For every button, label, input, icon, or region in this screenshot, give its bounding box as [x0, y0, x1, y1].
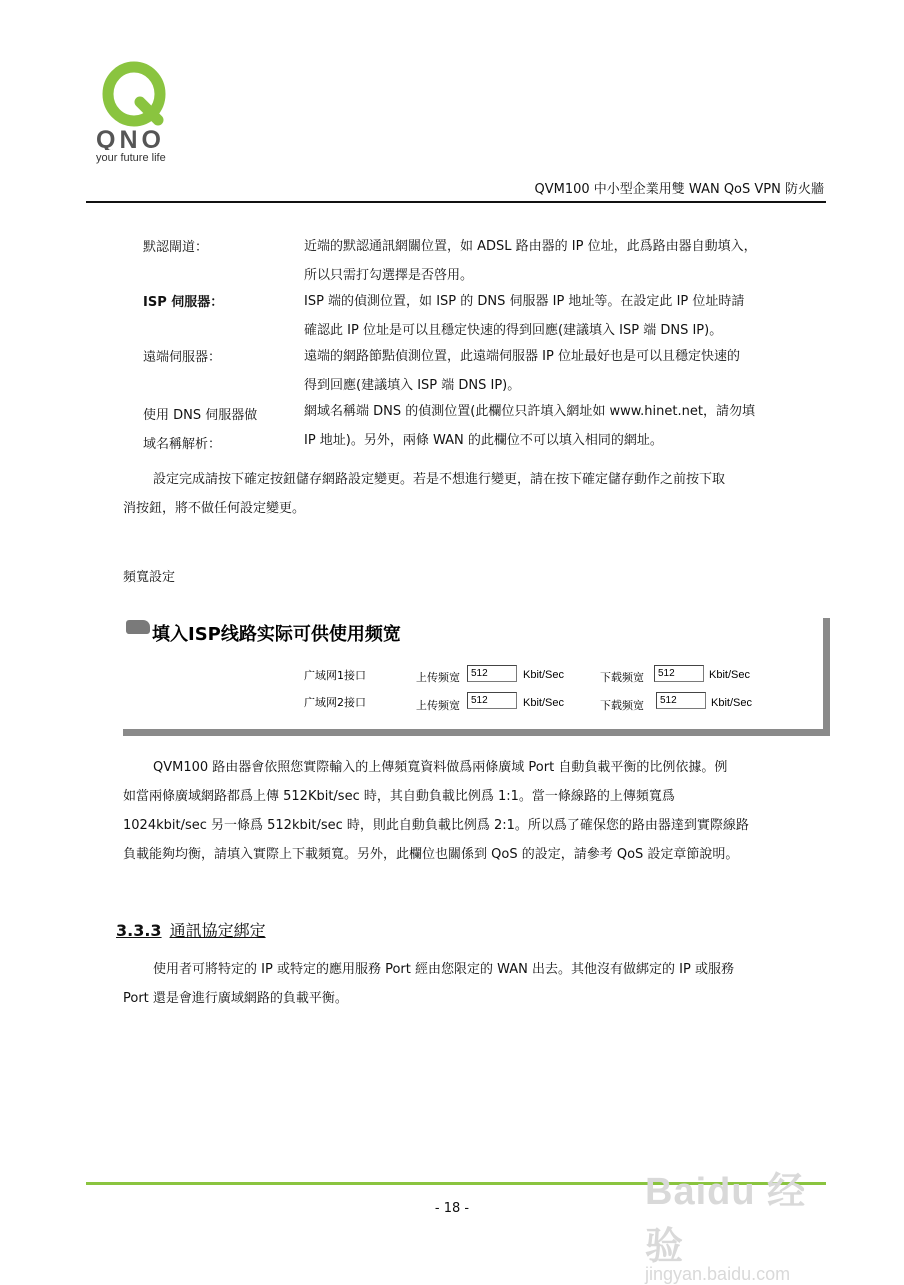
definition-line: 所以只需打勾選擇是否啓用。 [304, 268, 474, 283]
wan1-upload-input[interactable] [467, 665, 517, 682]
definition-term-line: 使用 DNS 伺服器做 [143, 408, 258, 423]
definition-line: 遠端的網路節點偵測位置，此遠端伺服器 IP 位址最好也是可以且穩定快速的 [304, 349, 740, 364]
paragraph-line: 設定完成請按下確定按鈕儲存網路設定變更。若是不想進行變更，請在按下確定儲存動作之前按下取 [153, 472, 726, 487]
definition-body-isp-server [304, 287, 824, 345]
section-paragraph [123, 955, 823, 1013]
bandwidth-section-label: 頻寬設定 [123, 570, 176, 585]
paragraph-line: 使用者可將特定的 IP 或特定的應用服務 Port 經由您限定的 WAN 出去。其他沒有做綁定的 IP 或服務 [153, 962, 734, 977]
watermark-sub: jingyan.baidu.com [645, 1264, 791, 1284]
wan2-upload-input[interactable] [467, 692, 517, 709]
paragraph-line: Port 還是會進行廣域網路的負載平衡。 [123, 991, 348, 1006]
wan1-download-input[interactable] [654, 665, 704, 682]
definition-body-dns-resolution [304, 397, 824, 455]
definition-body-remote-server [304, 342, 824, 400]
section-number: 3.3.3 [116, 921, 162, 940]
paragraph-line: 負載能夠均衡，請填入實際上下載頻寬。另外，此欄位也關係到 QoS 的設定，請參考 QoS 設定章節說明。 [123, 847, 739, 862]
definition-line: 近端的默認通訊網關位置，如 ADSL 路由器的 IP 位址，此爲路由器自動填入， [304, 239, 757, 254]
logo-tagline: your future life [96, 152, 166, 164]
bandwidth-paragraph [123, 753, 823, 869]
paragraph-line: 消按鈕，將不做任何設定變更。 [123, 501, 306, 516]
panel-title: 填入ISP线路实际可供使用频宽 [152, 624, 401, 645]
definition-line: IP 地址)。另外，兩條 WAN 的此欄位不可以填入相同的網址。 [304, 433, 663, 448]
definition-term-dns-resolution [143, 401, 257, 459]
panel-tab-icon [126, 620, 150, 634]
wan2-upload-unit: Kbit/Sec [523, 697, 564, 709]
header-divider [86, 201, 826, 203]
paragraph-line: 如當兩條廣域網路都爲上傳 512Kbit/sec 時，其自動負載比例爲 1:1。當一條線路的上傳頻寬爲 [123, 789, 675, 804]
page-number: - 18 - [434, 1201, 470, 1216]
definition-term-line: 域名稱解析： [143, 437, 222, 452]
wan2-download-input[interactable] [656, 692, 706, 709]
section-heading [116, 918, 266, 941]
wan2-download-label: 下载频宽 [600, 699, 644, 712]
wan2-download-unit: Kbit/Sec [711, 697, 752, 709]
definition-line: 確認此 IP 位址是可以且穩定快速的得到回應(建議填入 ISP 端 DNS IP)。 [304, 323, 723, 338]
wan1-download-unit: Kbit/Sec [709, 669, 750, 681]
section-title: 通訊協定綁定 [169, 921, 266, 940]
confirm-paragraph [123, 465, 823, 523]
watermark-main: Baidu 经验 [645, 1171, 807, 1268]
wan1-download-label: 下载频宽 [600, 671, 644, 684]
svg-text:QNO: QNO [96, 126, 165, 150]
definition-line: 得到回應(建議填入 ISP 端 DNS IP)。 [304, 378, 521, 393]
paragraph-line: 1024kbit/sec 另一條爲 512kbit/sec 時，則此自動負載比例爲 2:1。所以爲了確保您的路由器達到實際線路 [123, 818, 749, 833]
wan2-label: 广域网2接口 [304, 696, 366, 709]
baidu-watermark [645, 1160, 845, 1284]
definition-line: ISP 端的偵測位置，如 ISP 的 DNS 伺服器 IP 地址等。在設定此 IP 位址時請 [304, 294, 745, 309]
definition-term-remote-server: 遠端伺服器： [143, 350, 222, 365]
definition-line: 網域名稱端 DNS 的偵測位置(此欄位只許填入網址如 www.hinet.net，請勿填 [304, 404, 755, 419]
definition-term-default-gateway: 默認閘道： [143, 240, 209, 255]
wan2-upload-label: 上传频宽 [416, 699, 460, 712]
wan1-label: 广域网1接口 [304, 669, 366, 682]
document-header-title: QVM100 中小型企業用雙 WAN QoS VPN 防火牆 [534, 182, 824, 197]
wan1-upload-label: 上传频宽 [416, 671, 460, 684]
definition-body-default-gateway [304, 232, 824, 290]
paragraph-line: QVM100 路由器會依照您實際輸入的上傳頻寬資料做爲兩條廣域 Port 自動負載平衡的比例依據。例 [153, 760, 728, 775]
definition-term-isp-server: ISP 伺服器： [143, 295, 224, 310]
wan1-upload-unit: Kbit/Sec [523, 669, 564, 681]
